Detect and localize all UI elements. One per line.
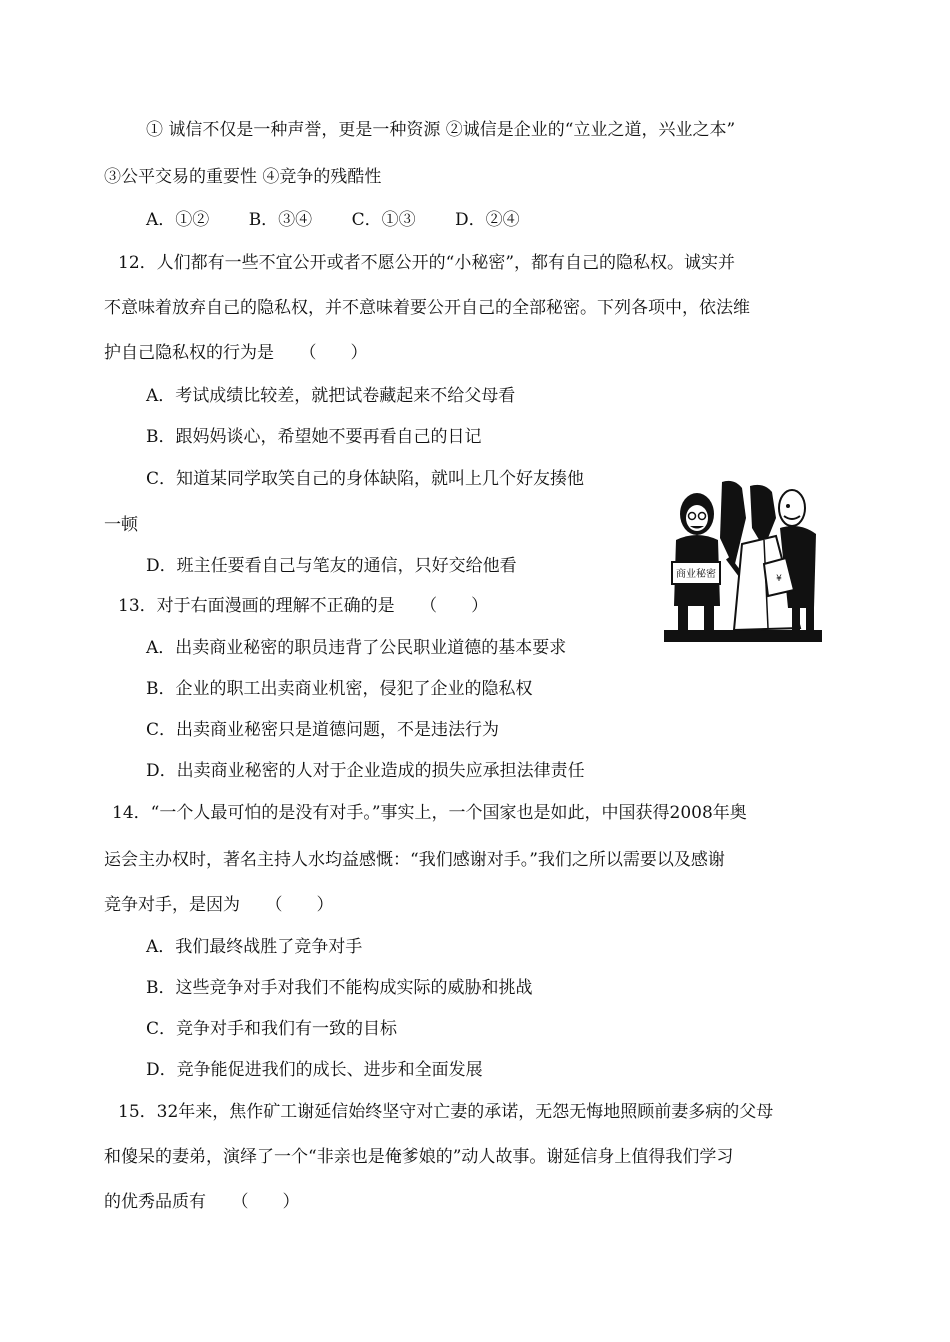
q11-option-b: B．③④ — [248, 210, 313, 230]
q12-option-c-cont: 一顿 — [104, 515, 138, 535]
q12-option-c: C．知道某同学取笑自己的身体缺陷，就叫上几个好友揍他 — [146, 469, 585, 489]
q15-line3: 的优秀品质有 （ ） — [104, 1192, 300, 1212]
q12-line2: 不意味着放弃自己的隐私权，并不意味着要公开自己的全部秘密。下列各项中，依法维 — [104, 298, 750, 318]
q11-option-a: A．①② — [146, 210, 210, 230]
q12-option-a: A．考试成绩比较差，就把试卷藏起来不给父母看 — [146, 386, 516, 406]
q14-line1: 14．“一个人最可怕的是没有对手。”事实上，一个国家也是如此，中国获得2008年奥 — [112, 803, 747, 823]
q13-option-c: C．出卖商业秘密只是道德问题，不是违法行为 — [146, 720, 500, 740]
cartoon-bag-text: ¥ — [776, 574, 782, 584]
q11-options — [146, 208, 554, 232]
q12-option-d: D．班主任要看自己与笔友的通信，只好交给他看 — [146, 556, 517, 576]
q14-line3: 竞争对手，是因为 （ ） — [104, 895, 334, 915]
q11-line1: ① 诚信不仅是一种声誉，更是一种资源 ②诚信是企业的“立业之道，兴业之本” — [146, 120, 736, 140]
q14-line2: 运会主办权时，著名主持人水均益感慨：“我们感谢对手。”我们之所以需要以及感谢 — [104, 850, 725, 870]
trade-secret-cartoon — [664, 478, 822, 642]
q11-option-c: C．①③ — [351, 210, 416, 230]
q14-option-c: C．竞争对手和我们有一致的目标 — [146, 1019, 398, 1039]
q13-option-a: A．出卖商业秘密的职员违背了公民职业道德的基本要求 — [146, 638, 567, 658]
q11-option-d: D．②④ — [455, 210, 520, 230]
q14-option-d: D．竞争能促进我们的成长、进步和全面发展 — [146, 1060, 483, 1080]
q14-option-a: A．我们最终战胜了竞争对手 — [146, 937, 363, 957]
q13-option-d: D．出卖商业秘密的人对于企业造成的损失应承担法律责任 — [146, 761, 585, 781]
q12-line1: 12．人们都有一些不宜公开或者不愿公开的“小秘密”，都有自己的隐私权。诚实并 — [118, 253, 736, 273]
q13-stem: 13．对于右面漫画的理解不正确的是 （ ） — [118, 596, 489, 616]
q15-line1: 15．32年来，焦作矿工谢延信始终坚守对亡妻的承诺，无怨无悔地照顾前妻多病的父母 — [118, 1102, 774, 1122]
q14-option-b: B．这些竞争对手对我们不能构成实际的威胁和挑战 — [146, 978, 533, 998]
q11-line2: ③公平交易的重要性 ④竞争的残酷性 — [104, 167, 382, 187]
q12-line3: 护自己隐私权的行为是 （ ） — [104, 343, 368, 363]
q13-option-b: B．企业的职工出卖商业机密，侵犯了企业的隐私权 — [146, 679, 533, 699]
q15-line2: 和傻呆的妻弟，演绎了一个“非亲也是俺爹娘的”动人故事。谢延信身上值得我们学习 — [104, 1147, 734, 1167]
q12-option-b: B．跟妈妈谈心，希望她不要再看自己的日记 — [146, 427, 482, 447]
cartoon-sign-text: 商业秘密 — [676, 569, 716, 580]
